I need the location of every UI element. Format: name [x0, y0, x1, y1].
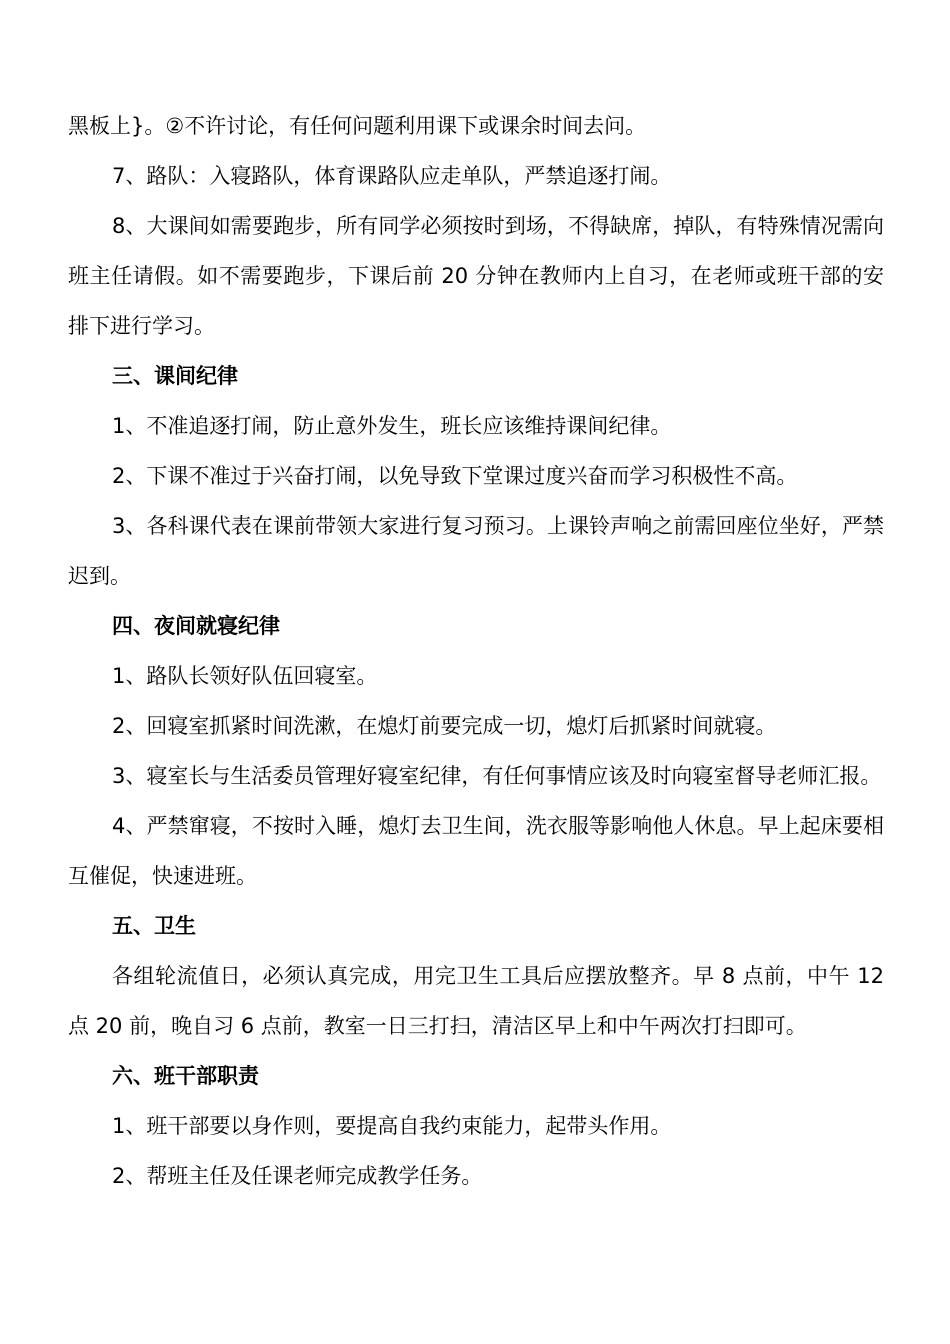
paragraph-cadre-rule-2: 2、帮班主任及任课老师完成教学任务。 [112, 1164, 483, 1188]
paragraph-night-rule-1: 1、路队长领好队伍回寝室。 [112, 664, 378, 688]
paragraph-night-rule-2: 2、回寝室抓紧时间洗漱，在熄灯前要完成一切，熄灯后抓紧时间就寝。 [112, 714, 777, 738]
section-heading-4: 四、夜间就寝纪律 [112, 614, 280, 638]
paragraph-break-rule-3: 3、各科课代表在课前带领大家进行复习预习。上课铃声响之前需回座位坐好，严禁迟到。 [68, 514, 884, 588]
paragraph-night-rule-4: 4、严禁窜寝，不按时入睡，熄灯去卫生间，洗衣服等影响他人休息。早上起床要相互催促，快速进班。 [68, 814, 884, 888]
paragraph-cadre-rule-1: 1、班干部要以身作则，要提高自我约束能力，起带头作用。 [112, 1114, 672, 1138]
section-heading-5: 五、卫生 [112, 914, 196, 938]
paragraph-rule-7: 7、路队：入寝路队，体育课路队应走单队，严禁追逐打闹。 [112, 164, 672, 188]
section-heading-6: 六、班干部职责 [112, 1064, 259, 1088]
paragraph-break-rule-2: 2、下课不准过于兴奋打闹，以免导致下堂课过度兴奋而学习积极性不高。 [112, 464, 798, 488]
section-heading-3: 三、课间纪律 [112, 364, 238, 388]
document-page [68, 101, 884, 1201]
paragraph-night-rule-3: 3、寝室长与生活委员管理好寝室纪律，有任何事情应该及时向寝室督导老师汇报。 [112, 764, 882, 788]
paragraph-rule-8: 8、大课间如需要跑步，所有同学必须按时到场，不得缺席，掉队，有特殊情况需向班主任请假。如不需要跑步，下课后前 20 分钟在教师内上自习，在老师或班干部的安排下进行学习。 [68, 214, 884, 338]
paragraph-break-rule-1: 1、不准追逐打闹，防止意外发生，班长应该维持课间纪律。 [112, 414, 672, 438]
paragraph-hygiene: 各组轮流值日，必须认真完成，用完卫生工具后应摆放整齐。早 8 点前，中午 12 点 20 前，晚自习 6 点前，教室一日三打扫，清洁区早上和中午两次打扫即可。 [68, 964, 884, 1038]
paragraph-continuation: 黑板上}。②不许讨论，有任何问题利用课下或课余时间去问。 [68, 114, 647, 138]
